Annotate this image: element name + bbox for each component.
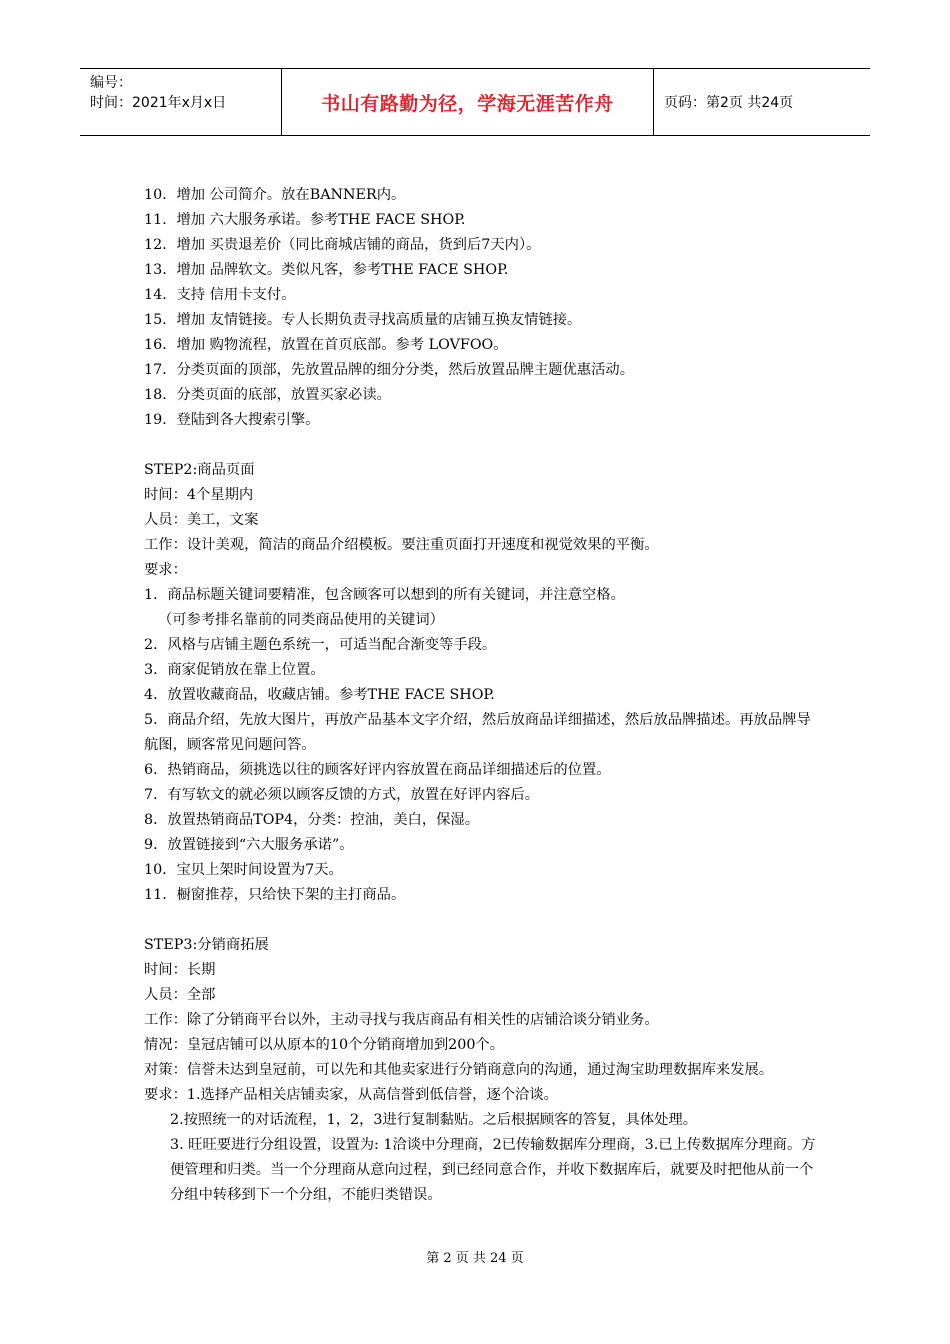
list-item: 19．登陆到各大搜索引擎。 (144, 412, 320, 428)
list-item: 9．放置链接到“六大服务承诺”。 (144, 837, 354, 853)
header-meta (80, 69, 282, 135)
page-header (80, 68, 870, 136)
step3-requirement-2: 2.按照统一的对话流程，1，2，3进行复制黏贴。之后根据顾客的答复，具体处理。 (170, 1112, 698, 1128)
step3-requirement-3: 3. 旺旺要进行分组设置，设置为: 1洽谈中分理商，2已传输数据库分理商，3.已上传数据库分理商。方便管理和归类。当一个分理商从意向过程，到已经同意合作，并收下数据库后，就要及时把他从前一个分组中转移到下一个分组，不能归类错误。 (170, 1137, 816, 1203)
list-item: 14．支持 信用卡支付。 (144, 287, 296, 303)
list-item: 17．分类页面的顶部，先放置品牌的细分分类，然后放置品牌主题优惠活动。 (144, 362, 634, 378)
list-item: 16．增加 购物流程，放置在首页底部。参考 LOVFOO。 (144, 337, 508, 353)
list-item: 4．放置收藏商品，收藏店铺。参考THE FACE SHOP. (144, 687, 495, 703)
list-item: 15．增加 友情链接。专人长期负责寻找高质量的店铺互换友情链接。 (144, 312, 582, 328)
list-item: 3．商家促销放在靠上位置。 (144, 662, 325, 678)
list-item: 13．增加 品牌软文。类似凡客，参考THE FACE SHOP. (144, 262, 509, 278)
step2-work: 工作：设计美观，简洁的商品介绍模板。要注重页面打开速度和视觉效果的平衡。 (144, 537, 659, 553)
section-title-step3: STEP3:分销商拓展 (144, 937, 269, 953)
list-item: 2．风格与店铺主题色系统一，可适当配合渐变等手段。 (144, 637, 497, 653)
header-motto: 书山有路勤为径，学海无涯苦作舟 (282, 69, 654, 135)
step2-requirements-label: 要求： (144, 562, 187, 578)
section-title-step2: STEP2:商品页面 (144, 462, 255, 478)
document-number-label: 编号： (90, 75, 132, 91)
list-item: 11．增加 六大服务承诺。参考THE FACE SHOP. (144, 212, 466, 228)
step3-situation: 情况：皇冠店铺可以从原本的10个分销商增加到200个。 (144, 1037, 505, 1053)
header-page-info: 页码：第2页 共24页 (664, 95, 794, 111)
step2-time: 时间：4个星期内 (144, 487, 254, 503)
list-item: 10．宝贝上架时间设置为7天。 (144, 862, 343, 878)
list-item: 7．有写软文的就必须以顾客反馈的方式，放置在好评内容后。 (144, 787, 540, 803)
list-item: 8．放置热销商品TOP4，分类：控油，美白，保湿。 (144, 812, 480, 828)
step3-work: 工作：除了分销商平台以外，主动寻找与我店商品有相关性的店铺洽谈分销业务。 (144, 1012, 659, 1028)
list-item: 10．增加 公司简介。放在BANNER内。 (144, 187, 406, 203)
list-item-note: （可参考排名靠前的同类商品使用的关键词） (158, 612, 444, 628)
list-item: 12．增加 买贵退差价（同比商城店铺的商品，货到后7天内）。 (144, 237, 541, 253)
list-item: 11．橱窗推荐，只给快下架的主打商品。 (144, 887, 406, 903)
step3-people: 人员：全部 (144, 987, 216, 1003)
step3-strategy: 对策：信誉未达到皇冠前，可以先和其他卖家进行分销商意向的沟通，通过淘宝助理数据库来发展。 (144, 1062, 774, 1078)
spacer (144, 908, 816, 933)
spacer (144, 433, 816, 458)
list-item: 1．商品标题关键词要精准，包含顾客可以想到的所有关键词，并注意空格。 (144, 587, 625, 603)
document-body (144, 183, 816, 1208)
list-item: 6．热销商品，须挑选以往的顾客好评内容放置在商品详细描述后的位置。 (144, 762, 611, 778)
list-item: 18．分类页面的底部，放置买家必读。 (144, 387, 391, 403)
step2-people: 人员：美工，文案 (144, 512, 259, 528)
step3-requirement-1: 要求：1.选择产品相关店铺卖家，从高信誉到低信誉，逐个洽谈。 (144, 1087, 558, 1103)
page-footer: 第 2 页 共 24 页 (426, 1251, 524, 1266)
document-date: 时间：2021年x月x日 (90, 95, 227, 111)
step3-time: 时间：长期 (144, 962, 216, 978)
list-item: 5．商品介绍，先放大图片，再放产品基本文字介绍，然后放商品详细描述，然后放品牌描述。再放品牌导航图，顾客常见问题问答。 (144, 712, 811, 753)
